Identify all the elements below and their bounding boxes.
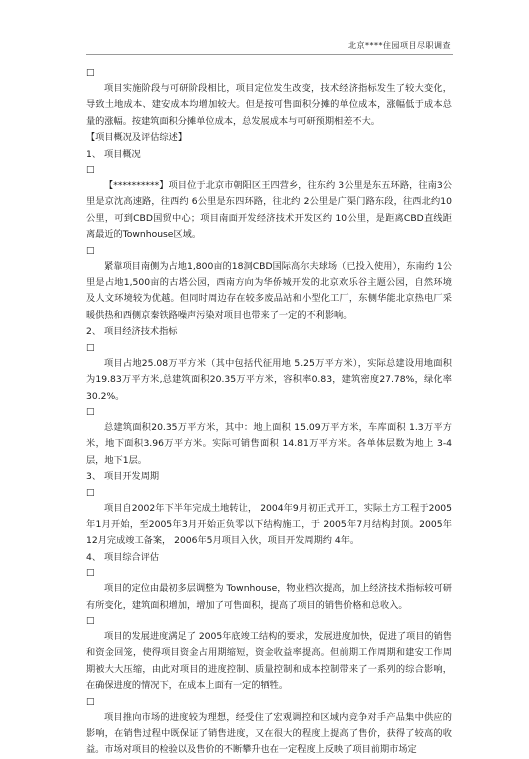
section-heading: 【项目概况及评估综述】	[86, 132, 188, 144]
section-heading: 2、 项目经济技术指标	[86, 326, 178, 338]
body-paragraph: 项目的定位由最初多层调整为 Townhouse，物业档次提高，加上经济技术指标较可研有所变化，建筑面积增加，增加了可售面积，提高了项目的销售价格和总收入。	[86, 583, 452, 611]
section-heading: 3、 项目开发周期	[86, 471, 160, 483]
section-heading: 4、 项目综合评估	[86, 551, 160, 563]
body-paragraph: 项目的发展进度满足了 2005年底竣工结构的要求，发展进度加快，促进了项目的销售和资金回笼，使得项目资金占用期缩短，资金收益率提高。但前期工作周期和建安工作周期被大大压缩，由此对项目的进度控制、质量控制和成本控制带来了一系列的综合影响，在确保进度的情况下，在成本上面有一定的牺牲。	[86, 630, 452, 692]
section-heading: 1、 项目概况	[86, 148, 141, 160]
body-paragraph: 项目自2002年下半年完成土地转让， 2004年9月初正式开工，实际土方工程于2005年1月开始，至2005年3月开始正负零以下结构施工，于 2005年7月结构封顶。2005年12月完成竣工备案， 2006年5月项目入伙，项目开发周期约 4年。	[86, 502, 452, 547]
body-paragraph: 紧靠项目南侧为占地1,800亩的18洞CBD国际高尔夫球场（已投入使用），东南约 1公里是占地1,500亩的古塔公园，西南方向为华侨城开发的北京欢乐谷主题公园，自然环境及人文环境较为优越。但同时周边存在较多废品站和小型化工厂，东侧华能北京热电厂采暖供热和西侧京秦铁路噪声污染对项目也带来了一定的不利影响。	[86, 260, 452, 321]
body-paragraph: 项目推向市场的进度较为理想，经受住了宏观调控和区域内竞争对手产品集中供应的影响，在销售过程中既保证了销售进度，又在很大的程度上提高了售价，获得了较高的收益。市场对项目的检验以及售价的不断攀升也在一定程度上反映了项目前期市场定	[86, 711, 452, 756]
placeholder-box: □	[86, 568, 95, 579]
placeholder-box: □	[86, 615, 95, 626]
body-paragraph: 项目实施阶段与可研阶段相比，项目定位发生改变，技术经济指标发生了较大变化，导致土地成本、建安成本均增加较大。但是按可售面积分摊的单位成本，涨幅低于成本总量的涨幅。按建筑面积分摊单位成本，总发展成本与可研预期相差不大。	[86, 83, 452, 127]
placeholder-box: □	[86, 487, 95, 498]
placeholder-box: □	[86, 165, 95, 176]
placeholder-box: □	[86, 245, 95, 256]
document-body	[86, 66, 452, 759]
running-header: 北京****住园项目尽职调查	[348, 41, 451, 50]
placeholder-box: □	[86, 406, 95, 417]
placeholder-box: □	[86, 696, 95, 707]
header-rule	[86, 54, 453, 55]
placeholder-box: □	[86, 342, 95, 353]
body-paragraph: 项目占地25.08万平方米（其中包括代征用地 5.25万平方米），实际总建设用地面积为19.83万平方米,总建筑面积20.35万平方米，容积率0.83，建筑密度27.78%，绿化率30.2%。	[86, 357, 452, 402]
placeholder-box: □	[86, 68, 95, 78]
body-paragraph: 【**********】项目位于北京市朝阳区王四营乡，往东约 3公里是东五环路，往南3公里是京沈高速路，往西约 6公里是东四环路，往北约 2公里是广渠门路东段，往西北约10公里，可到CBD国贸中心；项目南面开发经济技术开发区约 10公里，是距离CBD直线距离最近的Townhouse区域。	[86, 180, 452, 241]
body-paragraph: 总建筑面积20.35万平方米，其中：地上面积 15.09万平方米，车库面积 1.3万平方米，地下面积3.96万平方米。实际可销售面积 14.81万平方米。各单体层数为地上 3-4层，地下1层。	[86, 421, 452, 466]
